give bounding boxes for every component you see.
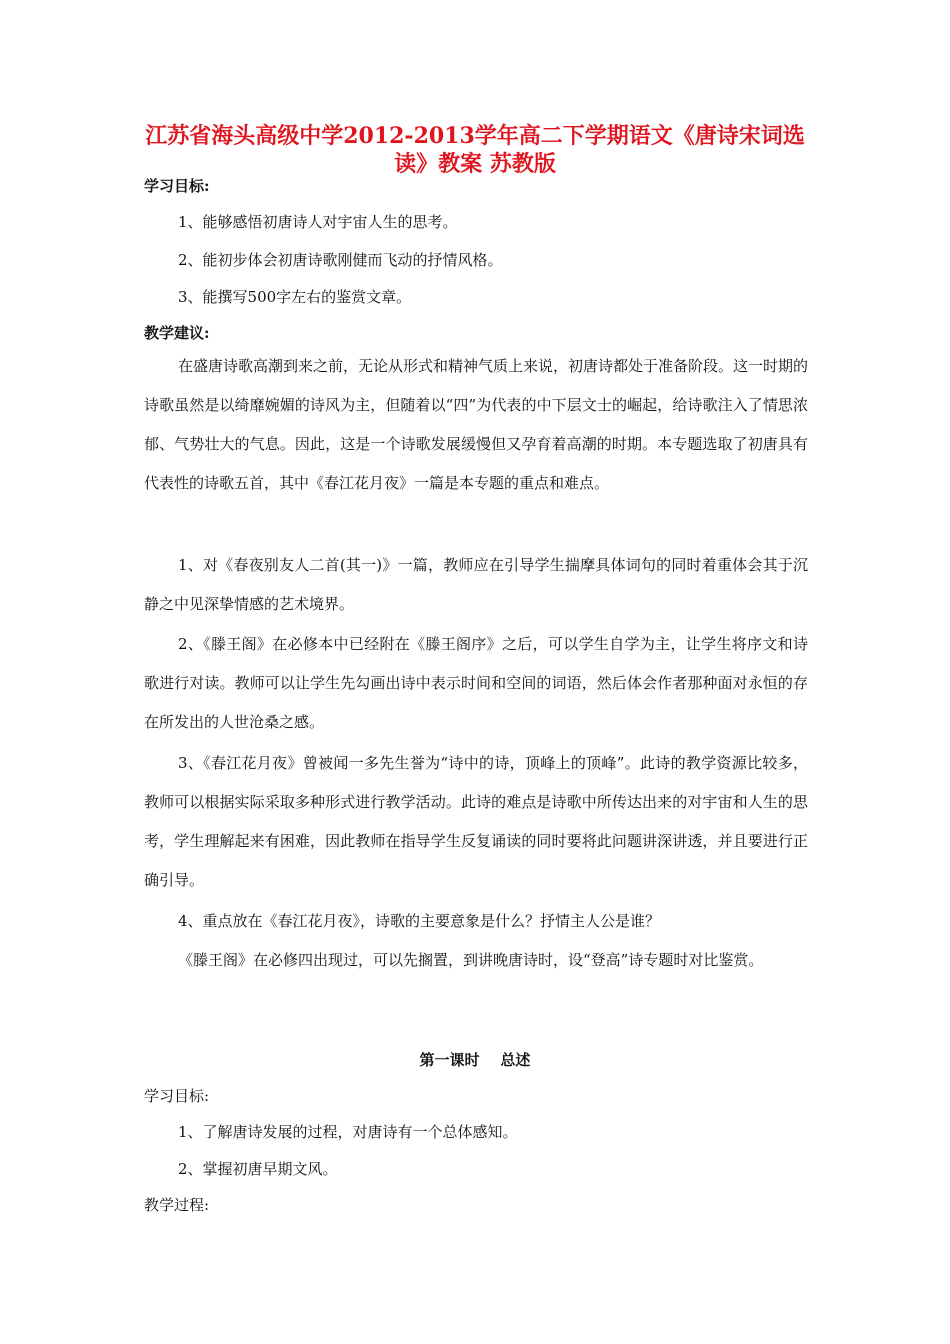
lesson-title-text: 第一课时 总述 — [419, 1051, 531, 1069]
advice-paragraph-2: 2、《滕王阁》在必修本中已经附在《滕王阁序》之后，可以学生自学为主，让学生将序文和诗歌进行对读。教师可以让学生先勾画出诗中表示时间和空间的词语，然后体会作者那种面对永恒的存在所发出的人世沧桑之感。 — [144, 635, 808, 731]
goal-item: 2、能初步体会初唐诗歌刚健而飞动的抒情风格。 — [178, 251, 503, 269]
advice-paragraph-intro: 在盛唐诗歌高潮到来之前，无论从形式和精神气质上来说，初唐诗都处于准备阶段。这一时期的诗歌虽然是以绮靡婉媚的诗风为主，但随着以“四”为代表的中下层文士的崛起，给诗歌注入了情思浓郁、气势壮大的气息。因此，这是一个诗歌发展缓慢但又孕育着高潮的时期。本专题选取了初唐具有代表性的诗歌五首，其中《春江花月夜》一篇是本专题的重点和难点。 — [144, 357, 809, 492]
lesson-goal-item: 2、掌握初唐早期文风。 — [178, 1160, 338, 1178]
advice-heading: 教学建议: — [144, 324, 210, 342]
lesson-title — [0, 1050, 950, 1070]
process-heading: 教学过程: — [144, 1196, 210, 1214]
advice-paragraph-1: 1、对《春夜别友人二首(其一)》一篇，教师应在引导学生揣摩具体词句的同时着重体会其于沉静之中见深挚情感的艺术境界。 — [144, 556, 808, 613]
goal-item: 1、能够感悟初唐诗人对宇宙人生的思考。 — [178, 213, 458, 231]
document-title: 江苏省海头高级中学2012-2013学年高二下学期语文《唐诗宋词选读》教案 苏教版 — [145, 123, 805, 177]
lesson-goal-item: 1、了解唐诗发展的过程，对唐诗有一个总体感知。 — [178, 1123, 518, 1141]
goal-item: 3、能撰写500字左右的鉴赏文章。 — [178, 288, 412, 306]
lesson-goals-heading: 学习目标: — [144, 1087, 210, 1105]
advice-paragraph-4: 4、重点放在《春江花月夜》，诗歌的主要意象是什么？抒情主人公是谁？ — [178, 912, 661, 930]
goals-heading: 学习目标: — [144, 177, 210, 195]
advice-paragraph-3: 3、《春江花月夜》曾被闻一多先生誉为“诗中的诗，顶峰上的顶峰”。此诗的教学资源比较多，教师可以根据实际采取多种形式进行教学活动。此诗的难点是诗歌中所传达出来的对宇宙和人生的思考，学生理解起来有困难，因此教师在指导学生反复诵读的同时要将此问题讲深讲透，并且要进行正确引导。 — [144, 754, 808, 889]
advice-paragraph-5: 《滕王阁》在必修四出现过，可以先搁置，到讲晚唐诗时，设“登高”诗专题时对比鉴赏。 — [178, 951, 764, 969]
